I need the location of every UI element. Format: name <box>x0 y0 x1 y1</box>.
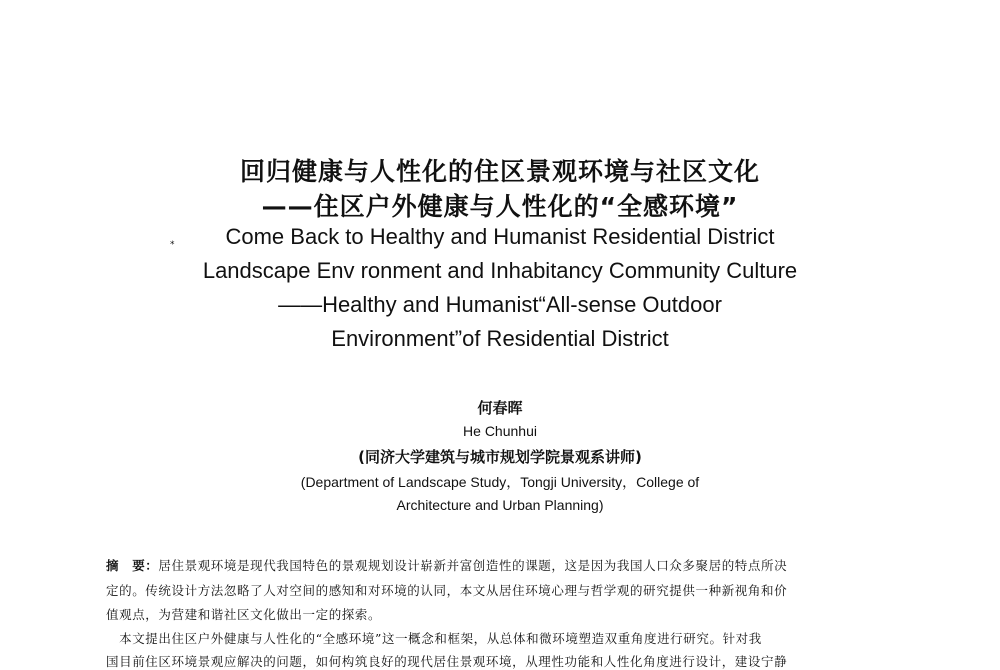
abstract-line3: 值观点，为营建和谐社区文化做出一定的探索。 <box>106 607 382 622</box>
title-en-line2: Landscape Env ronment and Inhabitancy Community Culture <box>202 258 798 283</box>
title-en-line4: Environment”of Residential District <box>331 326 669 351</box>
affiliation-en-line2: Architecture and Urban Planning) <box>396 497 604 513</box>
affiliation-cn: (同济大学建筑与城市规划学院景观系讲师) <box>358 448 642 466</box>
title-en-line3: ——Healthy and Humanist“All-sense Outdoor <box>278 292 722 317</box>
abstract-line5: 国目前住区环境景观应解决的问题，如何构筑良好的现代居住景观环境，从理性功能和人性化角度进行设计，建设宁静 <box>106 654 788 669</box>
author-name-cn: 何春晖 <box>477 399 523 417</box>
title-cn-line2: ——住区户外健康与人性化的“全感环境” <box>261 192 739 221</box>
author-name-en: He Chunhui <box>463 423 537 439</box>
footnote-mark: * <box>170 240 175 250</box>
abstract-line4: 本文提出住区户外健康与人性化的“全感环境”这一概念和框架，从总体和微环境塑造双重角度进行研究。针对我 <box>106 631 762 646</box>
title-cn-line1: 回归健康与人性化的住区景观环境与社区文化 <box>239 157 760 186</box>
affiliation-en-line1: (Department of Landscape Study，Tongji University，College of <box>300 474 700 490</box>
abstract-line2: 定的。传统设计方法忽略了人对空间的感知和对环境的认同，本文从居住环境心理与哲学观的研究提供一种新视角和价 <box>106 583 788 598</box>
abstract-text-1: 居住景观环境是现代我国特色的景观规划设计崭新并富创造性的课题，这是因为我国人口众多聚居的特点所决 <box>158 558 788 573</box>
title-en-line1: Come Back to Healthy and Humanist Residential District <box>225 224 775 249</box>
abstract-line1 <box>106 556 906 574</box>
abstract-label: 摘 要： <box>106 558 159 573</box>
